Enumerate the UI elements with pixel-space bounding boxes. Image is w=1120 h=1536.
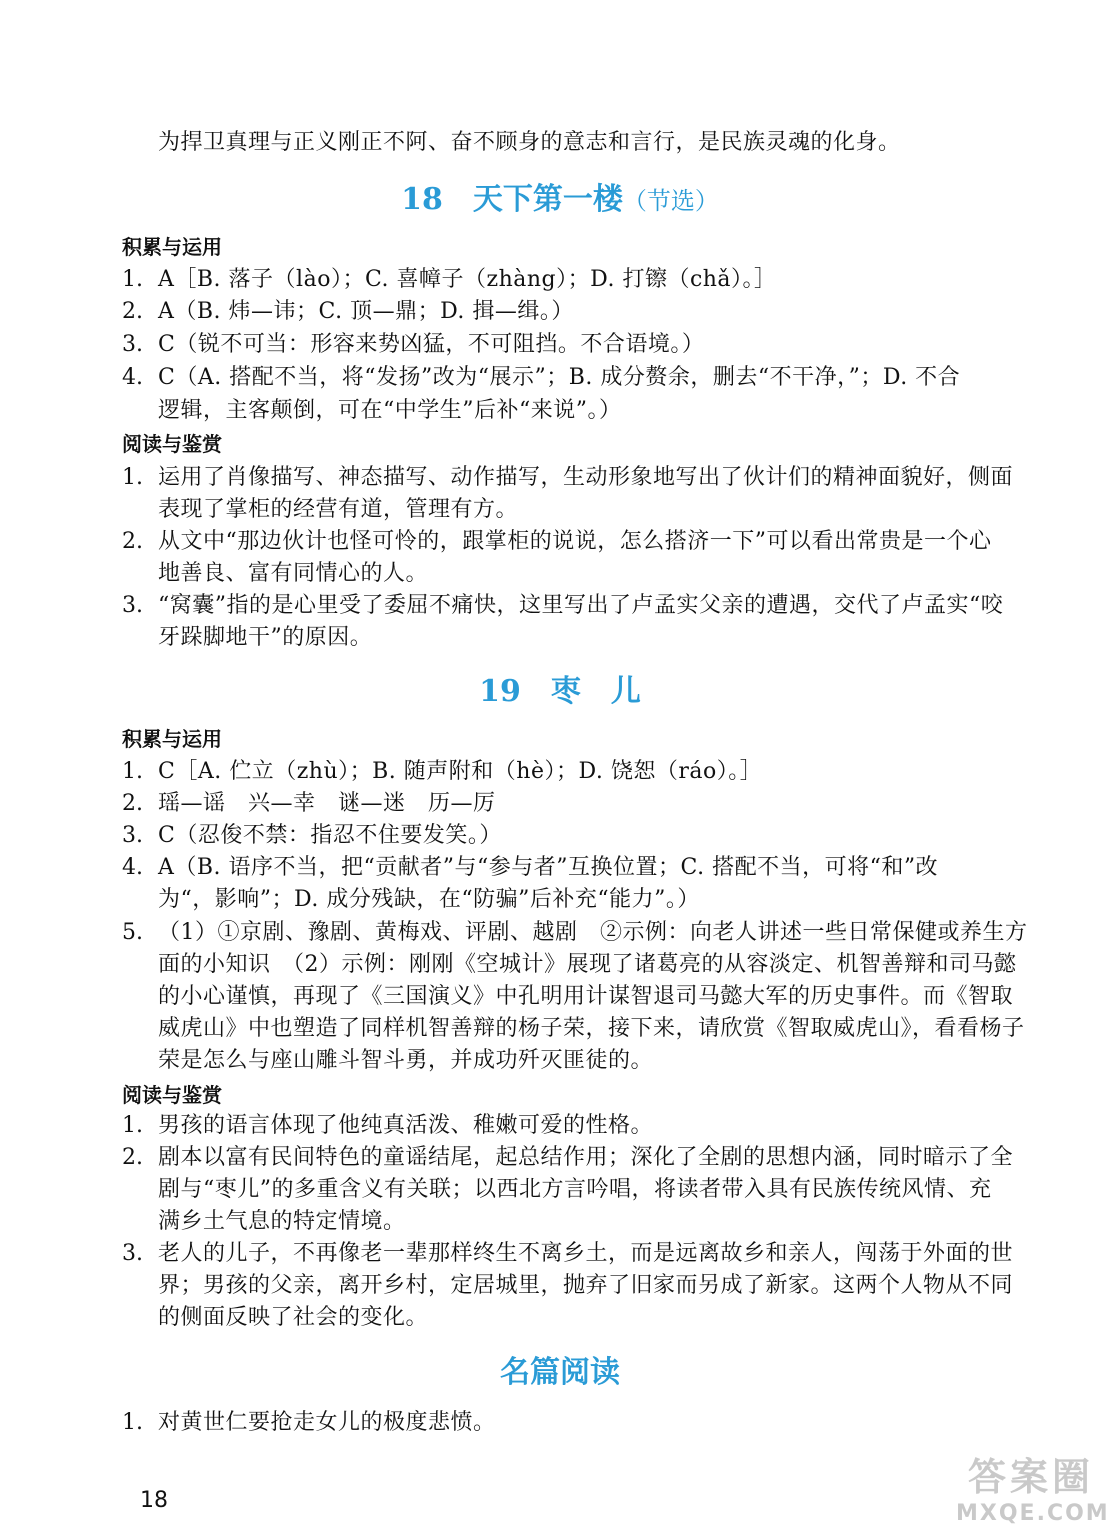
- lesson-18-title-text: 18 天下第一楼: [401, 182, 623, 217]
- answer-text: 的侧面反映了社会的变化。: [158, 1305, 429, 1330]
- watermark-logo: [956, 1446, 1110, 1526]
- item-number: 1.: [122, 1113, 143, 1138]
- item-number: 1.: [122, 465, 143, 490]
- answer-text: 界；男孩的父亲，离开乡村，定居城里，抛弃了旧家而另成了新家。这两个人物从不同: [158, 1273, 1014, 1298]
- answer-text: 为“，影响”；D. 成分残缺，在“防骗”后补充“能力”。）: [158, 887, 700, 912]
- answer-text: 逻辑，主客颠倒，可在“中学生”后补“来说”。）: [158, 398, 622, 423]
- answer-text: 表现了掌柜的经营有道，管理有方。: [158, 497, 519, 522]
- answer-text: 荣是怎么与座山雕斗智斗勇，并成功歼灭匪徒的。: [158, 1048, 654, 1073]
- page-number: 18: [140, 1488, 168, 1513]
- answer-text: A（B. 语序不当，把“贡献者”与“参与者”互换位置；C. 搭配不当，可将“和”改: [158, 855, 939, 880]
- answer-text: A（B. 炜—讳；C. 顶—鼎；D. 揖—缉。）: [158, 299, 574, 324]
- item-number: 1.: [122, 1410, 143, 1435]
- lesson-19-title: 19 枣 儿: [479, 674, 641, 709]
- answer-text: C（忍俊不禁：指忍不住要发笑。）: [158, 823, 502, 848]
- answer-text: 牙跺脚地干”的原因。: [158, 625, 373, 650]
- watermark-line2: MXQE.COM: [956, 1501, 1110, 1526]
- item-number: 3.: [122, 823, 143, 848]
- answer-text: 老人的儿子，不再像老一辈那样终生不离乡土，而是远离故乡和亲人，闯荡于外面的世: [158, 1241, 1014, 1266]
- answer-text: 瑶—谣 兴—幸 谜—迷 历—厉: [158, 791, 496, 816]
- lesson-18-subtitle: （节选）: [622, 187, 719, 215]
- section-heading: 积累与运用: [122, 235, 222, 259]
- item-number: 3.: [122, 1241, 143, 1266]
- item-number: 2.: [122, 1145, 143, 1170]
- lesson-18-title: [0, 174, 1120, 218]
- answer-text: 的小心谨慎，再现了《三国演义》中孔明用计谋智退司马懿大军的历史事件。而《智取: [158, 984, 1014, 1009]
- item-number: 3.: [122, 593, 143, 618]
- item-number: 1.: [122, 267, 143, 292]
- item-number: 4.: [122, 855, 143, 880]
- answer-text: 剧本以富有民间特色的童谣结尾，起总结作用；深化了全剧的思想内涵，同时暗示了全: [158, 1145, 1014, 1170]
- item-number: 4.: [122, 365, 143, 390]
- answer-text: “窝囊”指的是心里受了委屈不痛快，这里写出了卢孟实父亲的遭遇，交代了卢孟实“咬: [158, 593, 1004, 618]
- watermark-line1: 答案圈: [967, 1455, 1094, 1499]
- answer-text: 剧与“枣儿”的多重含义有关联；以西北方言吟唱，将读者带入具有民族传统风情、充: [158, 1177, 992, 1202]
- item-number: 2.: [122, 529, 143, 554]
- answer-text: 男孩的语言体现了他纯真活泼、稚嫩可爱的性格。: [158, 1113, 654, 1138]
- item-number: 2.: [122, 791, 143, 816]
- answer-text: A［B. 落子（lào）；C. 喜幛子（zhàng）；D. 打镲（chǎ）。］: [158, 267, 777, 292]
- section-heading: 阅读与鉴赏: [122, 1083, 222, 1107]
- answer-text: 对黄世仁要抢走女儿的极度悲愤。: [158, 1410, 496, 1435]
- section-heading: 积累与运用: [122, 727, 222, 751]
- answer-text: C（锐不可当：形容来势凶猛，不可阻挡。不合语境。）: [158, 332, 705, 357]
- answer-text: 威虎山》中也塑造了同样机智善辩的杨子荣，接下来，请欣赏《智取威虎山》，看看杨子: [158, 1016, 1025, 1041]
- answer-text: C［A. 伫立（zhù）；B. 随声附和（hè）；D. 饶恕（ráo）。］: [158, 759, 763, 784]
- item-number: 1.: [122, 759, 143, 784]
- answer-text: 面的小知识 （2）示例：刚刚《空城计》展现了诸葛亮的从容淡定、机智善辩和司马懿: [158, 952, 1017, 977]
- answer-text: 满乡土气息的特定情境。: [158, 1209, 406, 1234]
- famous-reading-title: 名篇阅读: [500, 1355, 620, 1390]
- item-number: 5.: [122, 920, 143, 945]
- item-number: 3.: [122, 332, 143, 357]
- answer-text: 运用了肖像描写、神态描写、动作描写，生动形象地写出了伙计们的精神面貌好，侧面: [158, 465, 1014, 490]
- intro-line: 为捍卫真理与正义刚正不阿、奋不顾身的意志和言行，是民族灵魂的化身。: [158, 130, 901, 155]
- answer-text: 地善良、富有同情心的人。: [158, 561, 429, 586]
- answer-text: （1）①京剧、豫剧、黄梅戏、评剧、越剧 ②示例：向老人讲述一些日常保健或养生方: [158, 920, 1028, 945]
- item-number: 2.: [122, 299, 143, 324]
- section-heading: 阅读与鉴赏: [122, 432, 222, 456]
- answer-text: C（A. 搭配不当，将“发扬”改为“展示”；B. 成分赘余，删去“不干净，”；D. 不合: [158, 365, 961, 390]
- answer-text: 从文中“那边伙计也怪可怜的，跟掌柜的说说，怎么搭济一下”可以看出常贵是一个心: [158, 529, 992, 554]
